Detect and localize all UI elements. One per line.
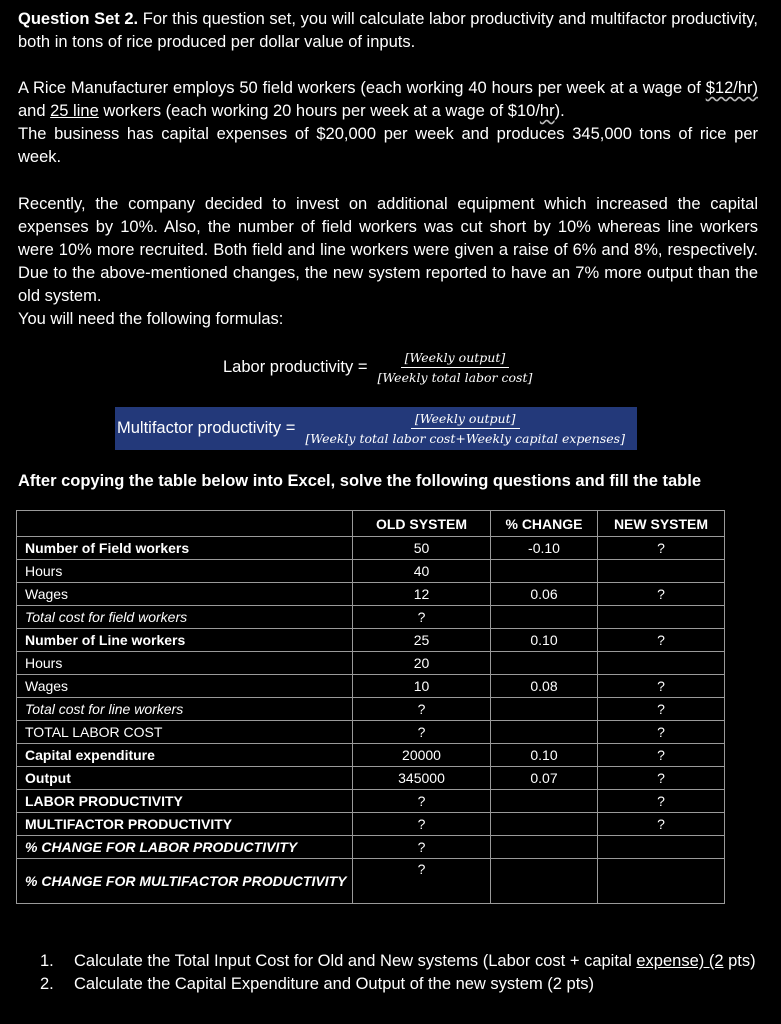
list-item [40,973,765,996]
header-percent-change: % CHANGE [491,511,598,537]
table-row [17,767,725,790]
table-instructions: After copying the table below into Excel, solve the following questions and fill the table [18,472,701,490]
table-row [17,675,725,698]
scenario-text-2: and [18,102,51,120]
table-header-row [17,511,725,537]
change-value[interactable] [491,652,598,675]
multi-formula-lhs: Multifactor productivity = [117,419,296,437]
scenario-wage-line: hr [539,102,555,120]
scenario-wage-field: $12/hr) [705,79,758,97]
row-label: Total cost for line workers [17,698,353,721]
change-value[interactable] [491,560,598,583]
row-label: Number of Field workers [17,537,353,560]
changes-text: Recently, the company decided to invest on additional equipment which increased the capital expenses by 10%. Also, the number of field workers was cut short by 10% whereas line workers were 10% more recruited. Both field and line workers were given a raise of 6% and 8%, respectively. Due to the above-mentioned changes, the new system reported to have an 7% more output than the old system. [18,195,758,305]
row-label: Output [17,767,353,790]
scenario-text-4: ). [554,102,565,120]
old-value[interactable]: 40 [353,560,491,583]
old-value[interactable]: ? [353,836,491,859]
new-value[interactable] [598,859,725,904]
scenario-text-3: workers (each working 20 hours per week at a wage of $10/ [98,102,540,120]
list-item [40,950,765,973]
multifactor-productivity-formula [115,407,637,450]
new-value[interactable] [598,836,725,859]
table-row [17,629,725,652]
labor-formula-denominator: [Weekly total labor cost] [377,370,533,385]
multi-formula-denominator: [Weekly total labor cost+Weekly capital expenses] [305,431,625,446]
header-new-system: NEW SYSTEM [598,511,725,537]
labor-productivity-formula [223,350,536,385]
questions-list [40,950,765,996]
table-row [17,698,725,721]
old-value[interactable]: ? [353,790,491,813]
changes-paragraph [18,193,758,331]
table-row [17,560,725,583]
row-label: % CHANGE FOR LABOR PRODUCTIVITY [17,836,353,859]
row-label: Number of Line workers [17,629,353,652]
old-value[interactable]: ? [353,813,491,836]
new-value[interactable]: ? [598,537,725,560]
question-set-title: Question Set 2. [18,10,139,28]
old-value[interactable]: 10 [353,675,491,698]
change-value[interactable] [491,813,598,836]
change-value[interactable] [491,606,598,629]
row-label: Capital expenditure [17,744,353,767]
old-value[interactable]: 25 [353,629,491,652]
question-number: 2. [40,975,54,993]
new-value[interactable]: ? [598,675,725,698]
intro-text: For this question set, you will calculate labor productivity and multifactor productivity, both in tons of rice produced per dollar value of inputs. [18,10,759,51]
old-value[interactable]: 50 [353,537,491,560]
change-value[interactable] [491,859,598,904]
labor-formula-lhs: Labor productivity = [223,358,368,376]
table-row [17,836,725,859]
row-label: Total cost for field workers [17,606,353,629]
productivity-table [16,510,725,904]
row-label: MULTIFACTOR PRODUCTIVITY [17,813,353,836]
table-row [17,583,725,606]
row-label: Wages [17,675,353,698]
row-label: LABOR PRODUCTIVITY [17,790,353,813]
new-value[interactable]: ? [598,698,725,721]
old-value[interactable]: ? [353,859,491,904]
scenario-line-2: The business has capital expenses of $20,000 per week and produces 345,000 tons of rice per week. [18,125,758,166]
new-value[interactable]: ? [598,813,725,836]
new-value[interactable] [598,560,725,583]
new-value[interactable] [598,606,725,629]
change-value[interactable]: -0.10 [491,537,598,560]
row-label: Hours [17,560,353,583]
question-text: Calculate the Capital Expenditure and Output of the new system (2 pts) [74,975,595,993]
old-value[interactable]: ? [353,721,491,744]
question-text: Calculate the Total Input Cost for Old and New systems (Labor cost + capital [74,952,637,970]
table-row [17,606,725,629]
new-value[interactable]: ? [598,790,725,813]
table-row [17,859,725,904]
scenario-text-1: A Rice Manufacturer employs 50 field workers (each working 40 hours per week at a wage of [18,79,706,97]
question-number: 1. [40,952,54,970]
change-value[interactable] [491,836,598,859]
row-label: TOTAL LABOR COST [17,721,353,744]
new-value[interactable]: ? [598,744,725,767]
multi-formula-numerator: [Weekly output] [411,411,520,429]
new-value[interactable]: ? [598,767,725,790]
new-value[interactable]: ? [598,583,725,606]
intro-paragraph [18,8,758,54]
scenario-line-count: 25 line [50,102,99,120]
change-value[interactable] [491,721,598,744]
new-value[interactable]: ? [598,629,725,652]
new-value[interactable] [598,652,725,675]
header-old-system: OLD SYSTEM [353,511,491,537]
row-label: Hours [17,652,353,675]
table-row [17,652,725,675]
new-value[interactable]: ? [598,721,725,744]
change-value[interactable] [491,790,598,813]
table-row [17,537,725,560]
table-row [17,721,725,744]
old-value[interactable]: ? [353,698,491,721]
formulas-intro: You will need the following formulas: [18,310,284,328]
change-value[interactable]: 0.10 [491,744,598,767]
row-label: % CHANGE FOR MULTIFACTOR PRODUCTIVITY [17,859,353,904]
table-row [17,813,725,836]
old-value[interactable]: 20000 [353,744,491,767]
change-value[interactable]: 0.06 [491,583,598,606]
old-value[interactable]: ? [353,606,491,629]
change-value[interactable]: 0.10 [491,629,598,652]
header-label [17,511,353,537]
old-value[interactable]: 20 [353,652,491,675]
change-value[interactable]: 0.07 [491,767,598,790]
multi-formula-fraction [301,411,629,446]
change-value[interactable] [491,698,598,721]
table-row [17,744,725,767]
table-row [17,790,725,813]
question-text-end: pts) [723,952,756,970]
old-value[interactable]: 12 [353,583,491,606]
change-value[interactable]: 0.08 [491,675,598,698]
old-value[interactable]: 345000 [353,767,491,790]
scenario-paragraph [18,77,758,169]
row-label: Wages [17,583,353,606]
question-text-underlined: expense) (2 [636,952,724,970]
labor-formula-numerator: [Weekly output] [401,350,510,368]
labor-formula-fraction [373,350,536,385]
